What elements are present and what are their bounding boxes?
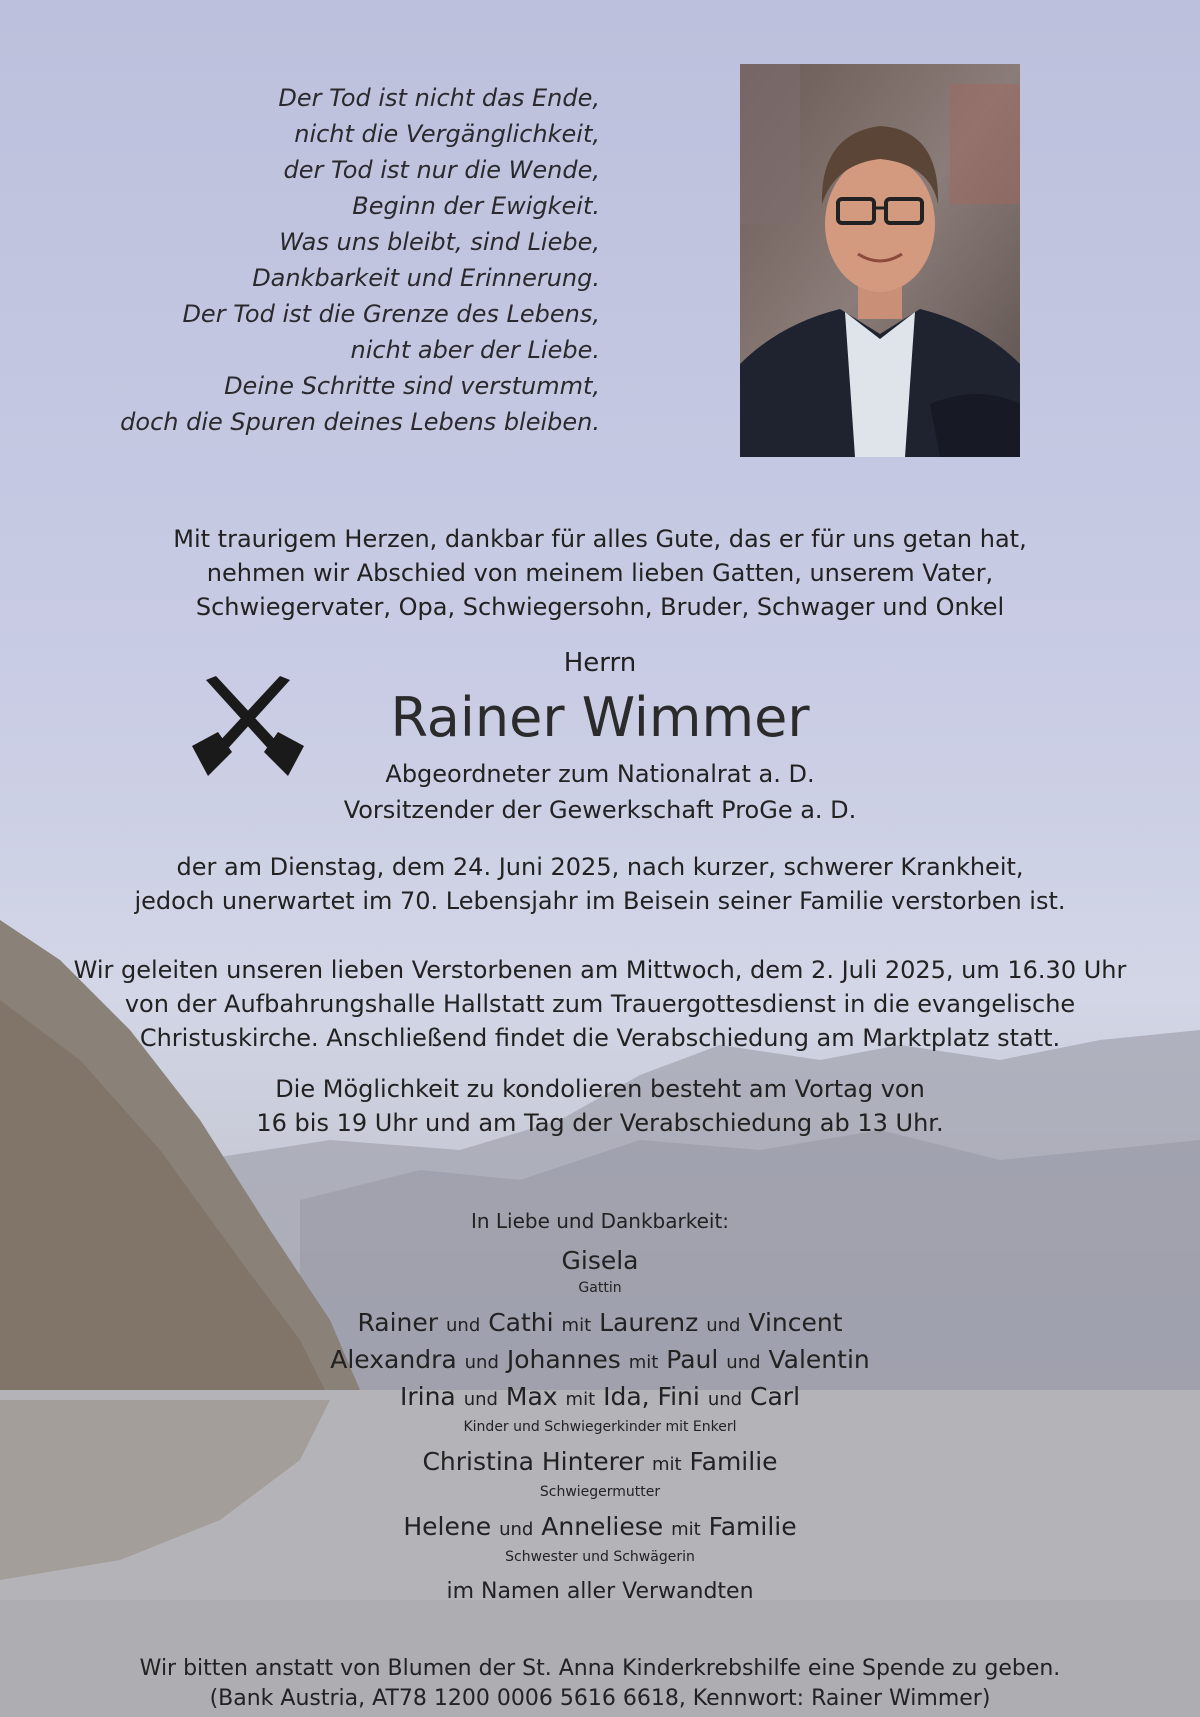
poem-line: Was uns bleibt, sind Liebe, bbox=[279, 228, 600, 256]
donation-request bbox=[0, 1654, 1200, 1714]
death-notice bbox=[0, 850, 1200, 918]
title-line: Vorsitzender der Gewerkschaft ProGe a. D. bbox=[343, 796, 857, 824]
condolence-info bbox=[0, 1072, 1200, 1140]
mourner-family: Helene und Anneliese mit Familie bbox=[403, 1512, 797, 1541]
poem-line: nicht aber der Liebe. bbox=[350, 336, 600, 364]
salutation: Herrn bbox=[563, 648, 637, 678]
poem-line: Dankbarkeit und Erinnerung. bbox=[252, 264, 600, 292]
condolence-line: 16 bis 19 Uhr und am Tag der Verabschiedung ab 13 Uhr. bbox=[256, 1109, 944, 1137]
portrait-photo bbox=[740, 64, 1020, 457]
poem-line: Beginn der Ewigkeit. bbox=[352, 192, 600, 220]
mourner-family: Christina Hinterer mit Familie bbox=[422, 1447, 778, 1476]
poem-line: der Tod ist nur die Wende, bbox=[283, 156, 600, 184]
poem-line: Der Tod ist nicht das Ende, bbox=[278, 84, 600, 112]
death-line: jedoch unerwartet im 70. Lebensjahr im Beisein seiner Familie verstorben ist. bbox=[134, 887, 1066, 915]
condolence-line: Die Möglichkeit zu kondolieren besteht am Vortag von bbox=[275, 1075, 925, 1103]
donation-line: (Bank Austria, AT78 1200 0006 5616 6618, Kennwort: Rainer Wimmer) bbox=[209, 1686, 991, 1711]
intro-line: Mit traurigem Herzen, dankbar für alles Gute, das er für uns getan hat, bbox=[173, 525, 1027, 553]
mourner-relation: Schwiegermutter bbox=[539, 1484, 661, 1500]
mourner-family: Alexandra und Johannes mit Paul und Valentin bbox=[330, 1345, 870, 1374]
funeral-info bbox=[0, 953, 1200, 1055]
mourner-name: Gisela bbox=[561, 1246, 639, 1275]
mourner-family: Rainer und Cathi mit Laurenz und Vincent bbox=[357, 1308, 843, 1337]
funeral-line: von der Aufbahrungshalle Hallstatt zum Trauergottesdienst in die evangelische bbox=[124, 990, 1076, 1018]
deceased-name: Rainer Wimmer bbox=[390, 686, 810, 749]
mourners-intro: In Liebe und Dankbarkeit: bbox=[470, 1209, 730, 1233]
mourner-family: Irina und Max mit Ida, Fini und Carl bbox=[399, 1382, 801, 1411]
poem-line: nicht die Vergänglichkeit, bbox=[294, 120, 600, 148]
funeral-line: Christuskirche. Anschließend findet die Verabschiedung am Marktplatz statt. bbox=[139, 1024, 1061, 1052]
mourners-closing: im Namen aller Verwandten bbox=[446, 1579, 754, 1604]
intro-text bbox=[0, 522, 1200, 624]
mourners-list bbox=[0, 1244, 1200, 1609]
mourner-relation: Gattin bbox=[578, 1280, 622, 1296]
mourner-relation: Schwester und Schwägerin bbox=[505, 1549, 695, 1565]
donation-line: Wir bitten anstatt von Blumen der St. Anna Kinderkrebshilfe eine Spende zu geben. bbox=[139, 1656, 1061, 1681]
mourner-relation: Kinder und Schwiegerkinder mit Enkerl bbox=[463, 1419, 737, 1435]
funeral-line: Wir geleiten unseren lieben Verstorbenen am Mittwoch, dem 2. Juli 2025, um 16.30 Uhr bbox=[73, 956, 1127, 984]
poem-line: Deine Schritte sind verstummt, bbox=[224, 372, 600, 400]
intro-line: nehmen wir Abschied von meinem lieben Gatten, unserem Vater, bbox=[206, 559, 994, 587]
poem-line: Der Tod ist die Grenze des Lebens, bbox=[182, 300, 600, 328]
intro-line: Schwiegervater, Opa, Schwiegersohn, Bruder, Schwager und Onkel bbox=[195, 593, 1005, 621]
poem-line: doch die Spuren deines Lebens bleiben. bbox=[120, 408, 600, 436]
title-line: Abgeordneter zum Nationalrat a. D. bbox=[385, 760, 815, 788]
death-line: der am Dienstag, dem 24. Juni 2025, nach kurzer, schwerer Krankheit, bbox=[176, 853, 1024, 881]
deceased-titles bbox=[0, 756, 1200, 828]
poem bbox=[60, 80, 600, 440]
